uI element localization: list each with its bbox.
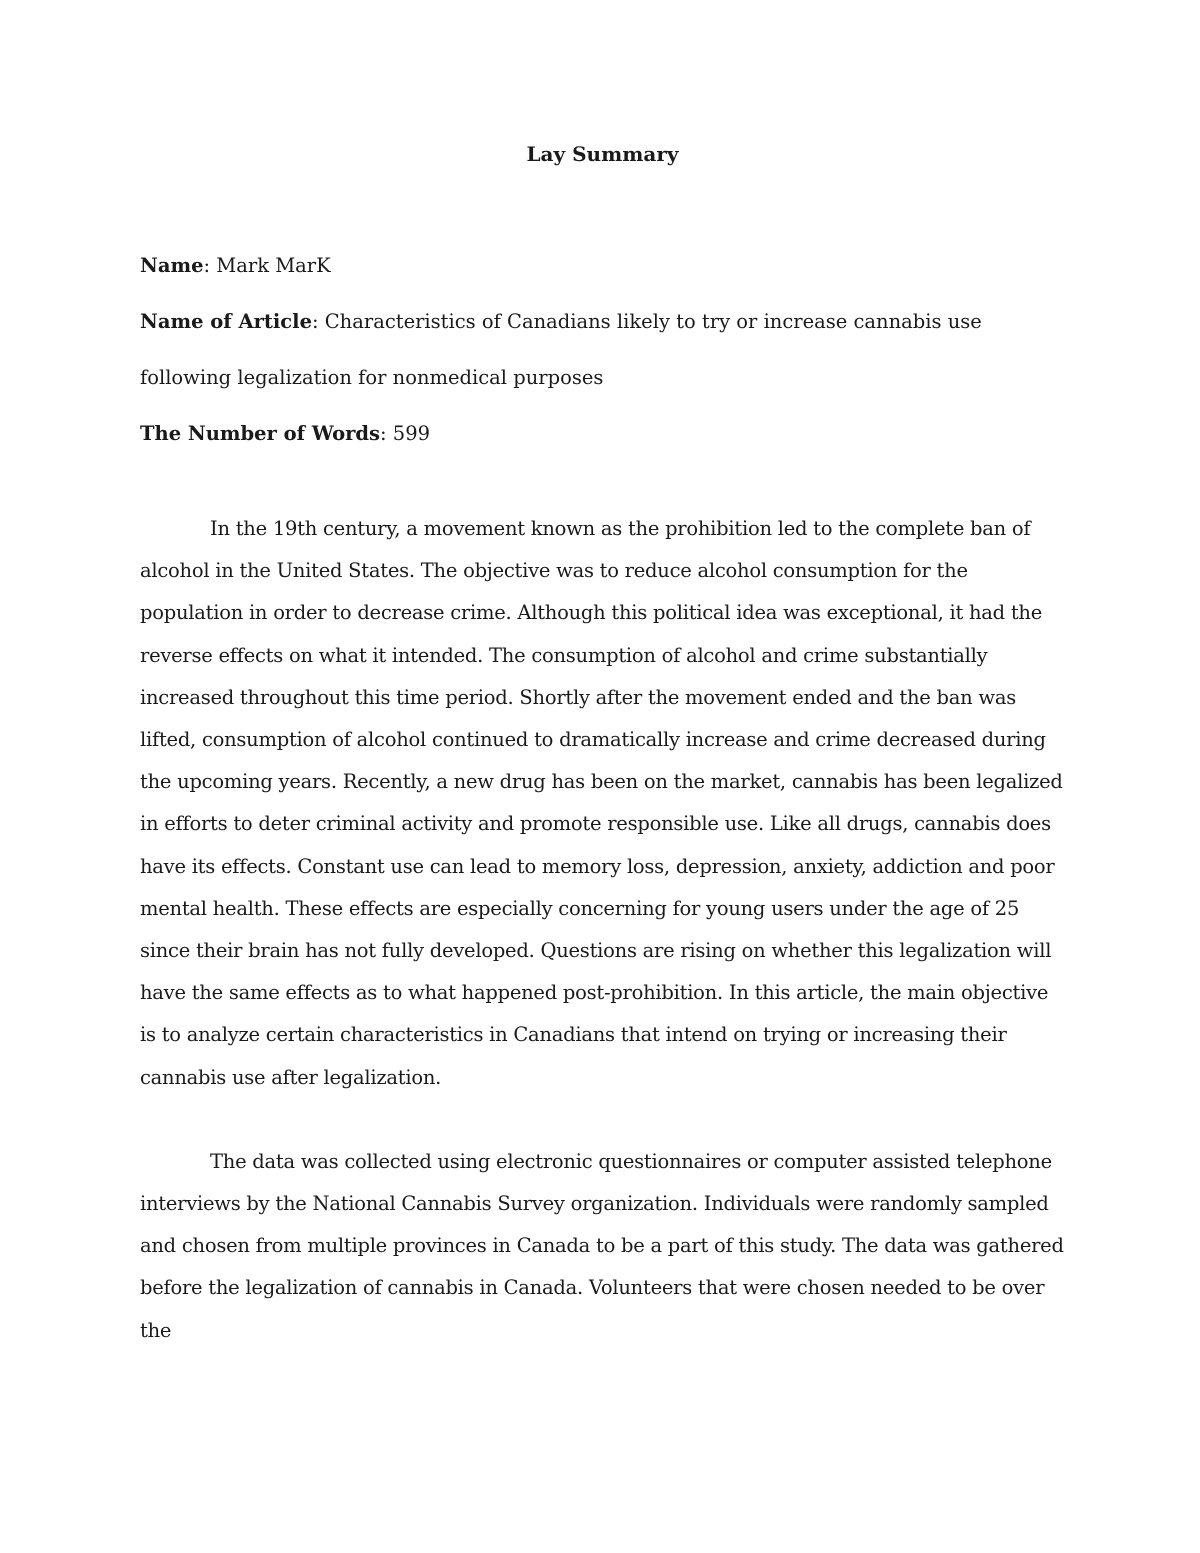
article-line bbox=[140, 294, 1065, 406]
paragraph-intro: In the 19th century, a movement known as the prohibition led to the complete ban of alcohol in the United States. The objective was to reduce alcohol consumption for the population in order to decrease crime. Although this political idea was exceptional, it had the reverse effects on what it intended. The consumption of alcohol and crime substantially increased throughout this time period. Shortly after the movement ended and the ban was lifted, consumption of alcohol continued to dramatically increase and crime decreased during the upcoming years. Recently, a new drug has been on the market, cannabis has been legalized in efforts to deter criminal activity and promote responsible use. Like all drugs, cannabis does have its effects. Constant use can lead to memory loss, depression, anxiety, addiction and poor mental health. These effects are especially concerning for young users under the age of 25 since their brain has not fully developed. Questions are rising on whether this legalization will have the same effects as to what happened post-prohibition. In this article, the main objective is to analyze certain characteristics in Canadians that intend on trying or increasing their cannabis use after legalization. bbox=[140, 517, 1063, 1089]
author-line bbox=[140, 238, 1065, 294]
name-separator: : bbox=[203, 254, 217, 277]
word-count-value: 599 bbox=[392, 422, 431, 445]
article-title: Characteristics of Canadians likely to try or increase cannabis use following legalization for nonmedical purposes bbox=[140, 310, 982, 389]
article-label: Name of Article bbox=[140, 310, 312, 333]
word-count-separator: : bbox=[380, 422, 393, 445]
author-name: Mark MarK bbox=[216, 254, 331, 277]
document-title: Lay Summary bbox=[526, 142, 679, 166]
article-separator: : bbox=[311, 310, 325, 333]
name-label: Name bbox=[140, 254, 204, 277]
document-body bbox=[140, 140, 1065, 1352]
paragraph-data-collection: The data was collected using electronic questionnaires or computer assisted telephone interviews by the National Cannabis Survey organization. Individuals were randomly sampled and chosen from multiple provinces in Canada to be a part of this study. The data was gathered before the legalization of cannabis in Canada. Volunteers that were chosen needed to be over the bbox=[140, 1149, 1064, 1342]
word-count-line bbox=[140, 406, 1065, 462]
word-count-label: The Number of Words bbox=[140, 422, 381, 445]
